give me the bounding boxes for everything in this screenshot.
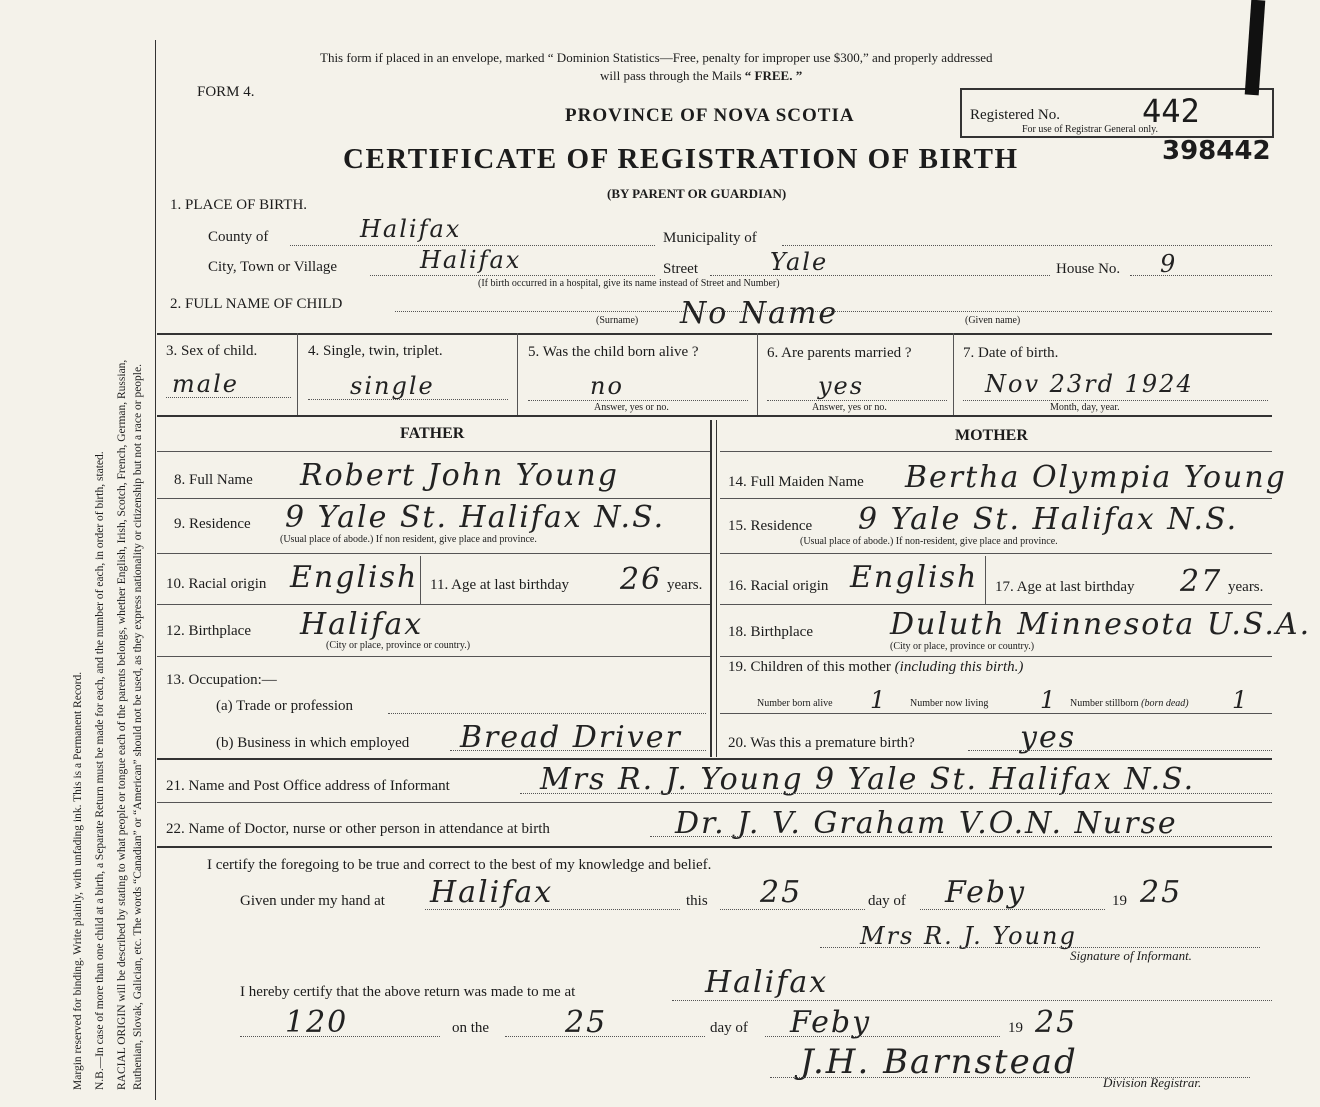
stamp-number: 398442 [1162, 136, 1271, 166]
registrar-month-value: Feby [790, 1005, 872, 1040]
born-alive-label: 5. Was the child born alive ? [528, 344, 699, 360]
registrar-statement: I hereby certify that the above return was made to me at [240, 984, 576, 1000]
page-subtitle: (BY PARENT OR GUARDIAN) [607, 186, 787, 201]
mother-children-label: 19. Children of this mother (including this birth.) [728, 659, 1024, 675]
margin-note-1: Margin reserved for binding. Write plainly, with unfading ink. This is a Permanent Record. [72, 671, 84, 1090]
given-year-value: 25 [1140, 875, 1183, 910]
doctor-value: Dr. J. V. Graham V.O.N. Nurse [675, 806, 1178, 841]
given-month-value: Feby [945, 875, 1027, 910]
page-title: CERTIFICATE OF REGISTRATION OF BIRTH [343, 143, 1019, 175]
registrar-day-value: 25 [565, 1005, 608, 1040]
born-alive-note: Answer, yes or no. [594, 402, 669, 413]
mother-residence-label: 15. Residence [728, 518, 813, 534]
mother-name-value: Bertha Olympia Young [905, 460, 1287, 495]
hospital-note: (If birth occurred in a hospital, give its name instead of Street and Number) [478, 278, 780, 289]
born-alive-value: no [590, 372, 624, 400]
registered-number-box [960, 88, 1274, 138]
informant-label: 21. Name and Post Office address of Informant [166, 778, 450, 794]
registered-number-note: For use of Registrar General only. [1022, 124, 1158, 135]
father-name-value: Robert John Young [300, 458, 619, 493]
city-value: Halifax [420, 246, 522, 274]
registrar-year-value: 25 [1035, 1005, 1078, 1040]
informant-signature: Mrs R. J. Young [860, 922, 1077, 950]
father-birthplace-note: (City or place, province or country.) [326, 640, 471, 651]
father-age-label: 11. Age at last birthday [430, 577, 569, 593]
informant-value: Mrs R. J. Young 9 Yale St. Halifax N.S. [540, 762, 1196, 797]
certification-statement: I certify the foregoing to be true and correct to the best of my knowledge and belief. [207, 857, 712, 873]
place-of-birth-heading: 1. PLACE OF BIRTH. [170, 197, 308, 213]
mother-name-label: 14. Full Maiden Name [728, 474, 864, 490]
now-living-count-label: Number now living [910, 698, 989, 709]
father-racial-label: 10. Racial origin [166, 576, 267, 592]
born-alive-count-value: 1 [870, 686, 888, 714]
informant-signature-label: Signature of Informant. [1070, 948, 1192, 963]
street-value: Yale [770, 248, 829, 276]
registrar-year-prefix: 19 [1008, 1020, 1023, 1036]
given-at-label: Given under my hand at [240, 893, 385, 909]
city-label: City, Town or Village [208, 259, 338, 275]
father-business-value: Bread Driver [460, 720, 682, 755]
sex-label: 3. Sex of child. [166, 343, 258, 359]
registrar-place-value: Halifax [705, 965, 829, 1000]
date-of-birth-label: 7. Date of birth. [963, 345, 1059, 361]
father-residence-note: (Usual place of abode.) If non resident, give place and province. [280, 534, 537, 545]
given-year-prefix: 19 [1112, 893, 1127, 909]
father-name-label: 8. Full Name [174, 472, 253, 488]
now-living-count-value: 1 [1040, 686, 1058, 714]
premature-label: 20. Was this a premature birth? [728, 735, 915, 751]
margin-note-2: N.B.—In case of more than one child at a birth, a Separate Return must be made for each, and the number of each, in order of birth, stated. [94, 451, 106, 1090]
father-heading: FATHER [400, 425, 465, 442]
doctor-label: 22. Name of Doctor, nurse or other person in attendance at birth [166, 821, 550, 837]
surname-label: (Surname) [596, 315, 639, 326]
parents-married-label: 6. Are parents married ? [767, 345, 912, 361]
house-value: 9 [1160, 250, 1178, 278]
registered-number-label: Registered No. [970, 107, 1060, 123]
county-value: Halifax [360, 215, 462, 243]
stillborn-count-label: Number stillborn (born dead) [1070, 698, 1189, 709]
mother-heading: MOTHER [955, 427, 1028, 444]
father-occupation-label: 13. Occupation:— [166, 672, 277, 688]
given-day-value: 25 [760, 875, 803, 910]
given-day-of-label: day of [868, 893, 906, 909]
mother-residence-note: (Usual place of abode.) If non-resident, give place and province. [800, 536, 1058, 547]
parents-married-value: yes [818, 372, 865, 400]
father-business-label: (b) Business in which employed [216, 735, 410, 751]
father-birthplace-value: Halifax [300, 607, 424, 642]
mother-racial-label: 16. Racial origin [728, 578, 829, 594]
house-label: House No. [1056, 261, 1121, 277]
ink-stroke [1245, 0, 1266, 95]
father-residence-label: 9. Residence [174, 516, 251, 532]
binding-margin-line [155, 40, 156, 1100]
father-birthplace-label: 12. Birthplace [166, 623, 251, 639]
municipality-label: Municipality of [663, 230, 757, 246]
plurality-label: 4. Single, twin, triplet. [308, 343, 443, 359]
mother-years-label: years. [1228, 579, 1264, 595]
registrar-number-value: 120 [285, 1005, 349, 1040]
postal-note-line1: This form if placed in an envelope, marked “ Dominion Statistics—Free, penalty for improper use $300,” and properly addressed [320, 50, 993, 65]
father-age-value: 26 [620, 562, 663, 597]
given-this-label: this [686, 893, 708, 909]
premature-value: yes [1020, 720, 1077, 755]
father-trade-label: (a) Trade or profession [216, 698, 354, 714]
registered-number-value: 442 [1142, 92, 1200, 130]
sex-value: male [172, 370, 239, 398]
mother-birthplace-label: 18. Birthplace [728, 624, 813, 640]
child-name-value: No Name [680, 296, 839, 331]
given-at-value: Halifax [430, 875, 554, 910]
date-of-birth-value: Nov 23rd 1924 [985, 370, 1194, 398]
registrar-day-of-label: day of [710, 1020, 748, 1036]
mother-racial-value: English [850, 560, 979, 595]
parents-married-note: Answer, yes or no. [812, 402, 887, 413]
margin-note-4: Ruthenian, Slovak, Galician, etc. The words “Canadian” or “American” should not be used, as they express nationality or citizenship but not a race or people. [132, 364, 144, 1090]
given-name-label: (Given name) [965, 315, 1021, 326]
date-of-birth-note: Month, day, year. [1050, 402, 1120, 413]
father-years-label: years. [667, 577, 703, 593]
registrar-on-the-label: on the [452, 1020, 490, 1036]
mother-age-label: 17. Age at last birthday [995, 579, 1135, 595]
street-label: Street [663, 261, 698, 277]
registrar-signature: J.H. Barnstead [800, 1042, 1078, 1082]
registrar-title: Division Registrar. [1103, 1075, 1202, 1090]
father-residence-value: 9 Yale St. Halifax N.S. [285, 500, 666, 535]
child-name-label: 2. FULL NAME OF CHILD [170, 296, 343, 312]
born-alive-count-label: Number born alive [757, 698, 833, 709]
father-racial-value: English [290, 560, 419, 595]
mother-residence-value: 9 Yale St. Halifax N.S. [858, 502, 1239, 537]
margin-note-3: RACIAL ORIGIN will be described by stating to what people or tongue each of the parents belongs, whether English, Irish, Scotch, French, German, Russian, [116, 359, 128, 1090]
mother-birthplace-value: Duluth Minnesota U.S.A. [890, 607, 1312, 642]
stillborn-count-value: 1 [1232, 686, 1250, 714]
county-label: County of [208, 229, 269, 245]
plurality-value: single [350, 372, 435, 400]
mother-age-value: 27 [1180, 564, 1223, 599]
postal-note-line2: will pass through the Mails “ FREE. ” [600, 68, 803, 83]
form-number: FORM 4. [197, 84, 255, 100]
province-heading: PROVINCE OF NOVA SCOTIA [565, 105, 855, 126]
mother-birthplace-note: (City or place, province or country.) [890, 641, 1035, 652]
